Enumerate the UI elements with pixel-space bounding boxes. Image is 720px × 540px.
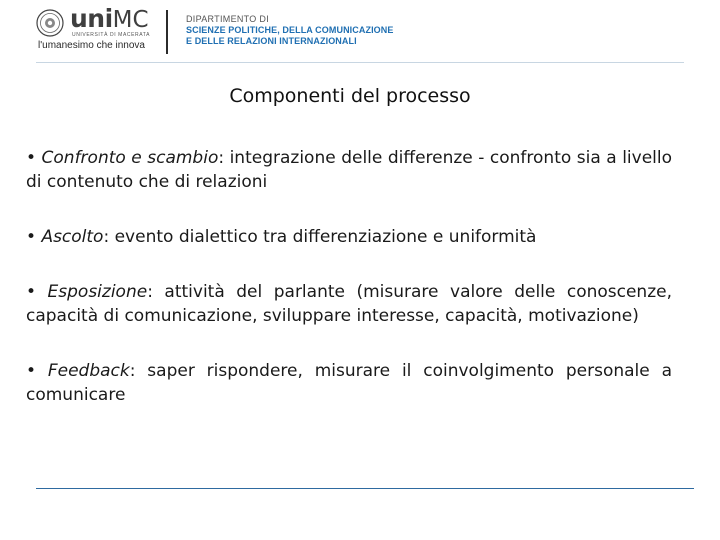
- logo-brand-light: MC: [112, 7, 149, 33]
- bullet-marker: •: [26, 282, 48, 302]
- header-rule: [36, 62, 684, 63]
- bullet-term: Feedback: [47, 361, 130, 381]
- logo-brand-bold: uni: [70, 4, 113, 33]
- department-line-2: SCIENZE POLITICHE, DELLA COMUNICAZIONE: [186, 25, 394, 35]
- logo-tagline: l'umanesimo che innova: [38, 40, 145, 51]
- header-divider: [166, 10, 168, 54]
- bullet-item-ascolto: [26, 225, 672, 249]
- department-line-3: E DELLE RELAZIONI INTERNAZIONALI: [186, 36, 357, 46]
- bullet-term: Confronto e scambio: [41, 148, 219, 168]
- bullet-item-esposizione: [26, 280, 672, 328]
- bullet-text: : saper rispondere, misurare il coinvolgimento personale a comunicare: [26, 361, 672, 405]
- bullet-item-confronto: [26, 146, 672, 194]
- bullet-marker: •: [26, 227, 42, 247]
- footer-rule: [36, 488, 694, 489]
- university-logo: [70, 4, 149, 35]
- bullet-marker: •: [26, 148, 42, 168]
- slide-header: [0, 0, 720, 62]
- department-line-1: DIPARTIMENTO DI: [186, 14, 270, 24]
- logo-subtitle: UNIVERSITÀ DI MACERATA: [72, 32, 151, 38]
- slide-title: Componenti del processo: [229, 85, 471, 107]
- university-seal-icon: [36, 9, 64, 37]
- bullet-item-feedback: [26, 359, 672, 407]
- department-name: [186, 14, 393, 47]
- slide-body: [26, 146, 672, 438]
- bullet-text: : integrazione delle differenze - confronto sia a livello di contenuto che di relazioni: [26, 148, 673, 192]
- bullet-text: : evento dialettico tra differenziazione e uniformità: [103, 227, 537, 247]
- bullet-marker: •: [26, 361, 48, 381]
- bullet-term: Esposizione: [47, 282, 148, 302]
- bullet-text: : attività del parlante (misurare valore delle conoscenze, capacità di comunicazione, sviluppare interesse, capacità, motivazione): [26, 282, 672, 326]
- bullet-term: Ascolto: [41, 227, 104, 247]
